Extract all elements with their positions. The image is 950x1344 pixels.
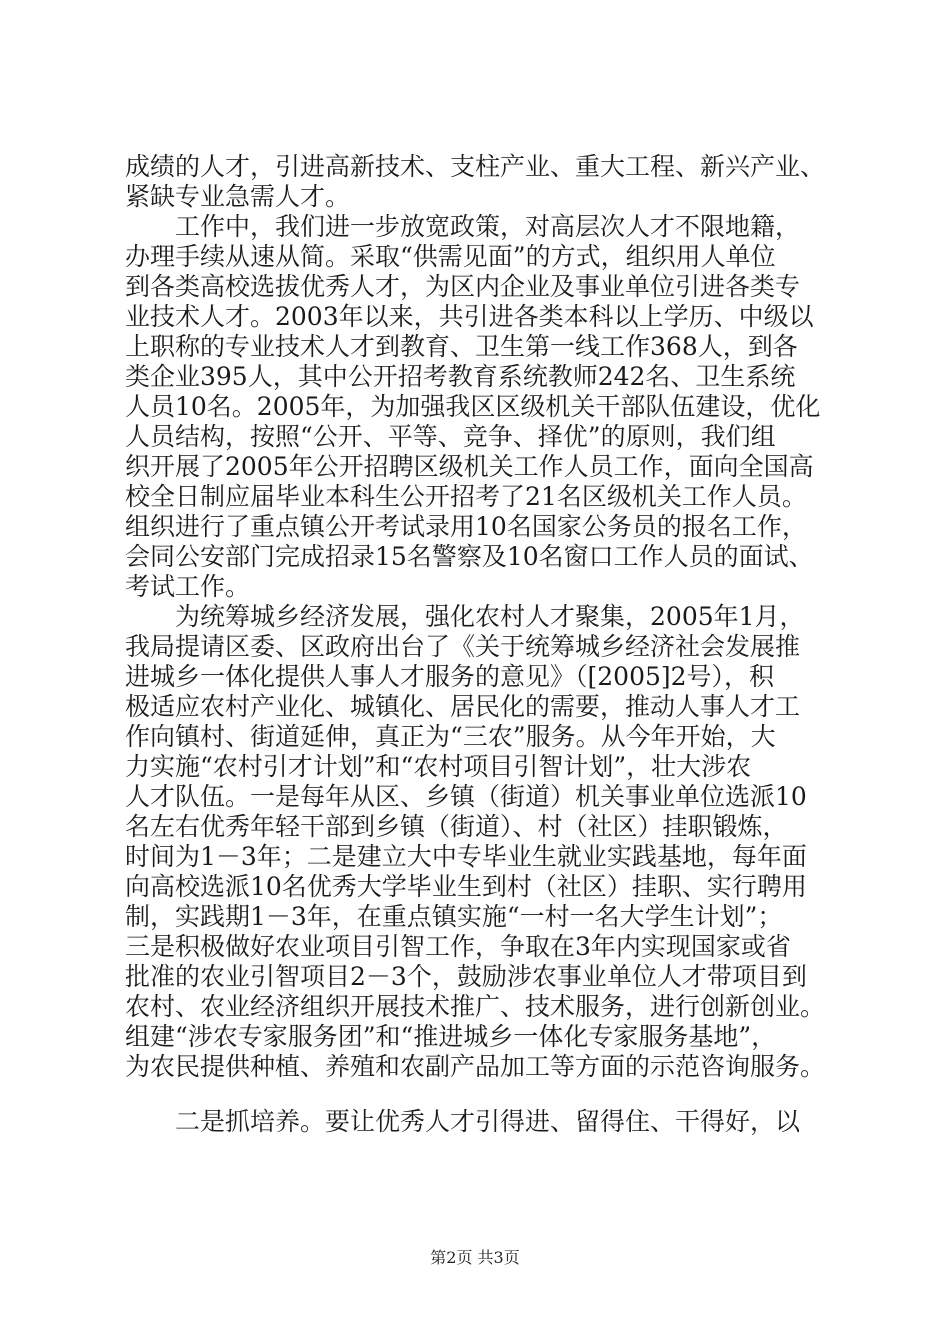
text-line: 办理手续从速从简。采取“供需见面”的方式，组织用人单位 xyxy=(125,242,776,271)
text-line: 业技术人才。2003年以来，共引进各类本科以上学历、中级以 xyxy=(125,302,814,331)
text-line: 组织进行了重点镇公开考试录用10名国家公务员的报名工作， xyxy=(125,512,807,541)
text-line: 批准的农业引智项目2－3个，鼓励涉农事业单位人才带项目到 xyxy=(125,962,807,991)
text-line: 织开展了2005年公开招聘区级机关工作人员工作，面向全国高 xyxy=(125,452,814,481)
text-line: 进城乡一体化提供人事人才服务的意见》（[2005]2号），积 xyxy=(125,662,775,691)
text-line: 校全日制应届毕业本科生公开招考了21名区级机关工作人员。 xyxy=(125,482,807,511)
text-line: 时间为1－3年；二是建立大中专毕业生就业实践基地，每年面 xyxy=(125,842,807,871)
text-line: 向高校选派10名优秀大学毕业生到村（社区）挂职、实行聘用 xyxy=(125,872,807,901)
text-line: 农村、农业经济组织开展技术推广、技术服务，进行创新创业。 xyxy=(125,992,826,1021)
text-line: 会同公安部门完成招录15名警察及10名窗口工作人员的面试、 xyxy=(125,542,814,571)
text-line: 力实施“农村引才计划”和“农村项目引智计划”，壮大涉农 xyxy=(125,752,752,781)
text-line: 为统筹城乡经济发展，强化农村人才聚集，2005年1月， xyxy=(125,602,805,631)
text-line: 紧缺专业急需人才。 xyxy=(125,182,351,211)
text-line: 人才队伍。一是每年从区、乡镇（街道）机关事业单位选派10 xyxy=(125,782,807,811)
text-line: 制，实践期1－3年，在重点镇实施“一村一名大学生计划”； xyxy=(125,902,783,931)
text-line: 名左右优秀年轻干部到乡镇（街道）、村（社区）挂职锻炼， xyxy=(125,812,788,841)
text-line: 成绩的人才，引进高新技术、支柱产业、重大工程、新兴产业、 xyxy=(125,152,826,181)
text-line: 工作中，我们进一步放宽政策，对高层次人才不限地籍， xyxy=(125,212,801,241)
text-line: 二是抓培养。要让优秀人才引得进、留得住、干得好，以 xyxy=(125,1107,801,1136)
text-line: 人员10名。2005年，为加强我区区级机关干部队伍建设，优化 xyxy=(125,392,821,421)
text-line: 类企业395人，其中公开招考教育系统教师242名、卫生系统 xyxy=(125,362,796,391)
text-line: 三是积极做好农业项目引智工作，争取在3年内实现国家或省 xyxy=(125,932,791,961)
text-line: 上职称的专业技术人才到教育、卫生第一线工作368人，到各 xyxy=(125,332,798,361)
text-line: 人员结构，按照“公开、平等、竞争、择优”的原则，我们组 xyxy=(125,422,776,451)
text-line: 到各类高校选拔优秀人才，为区内企业及事业单位引进各类专 xyxy=(125,272,801,301)
page-footer: 第2页 共3页 xyxy=(430,1248,520,1267)
text-line: 为农民提供种植、养殖和农副产品加工等方面的示范咨询服务。 xyxy=(125,1052,826,1081)
text-line: 作向镇村、街道延伸，真正为“三农”服务。从今年开始，大 xyxy=(125,722,776,751)
text-line: 我局提请区委、区政府出台了《关于统筹城乡经济社会发展推 xyxy=(125,632,801,661)
text-line: 考试工作。 xyxy=(125,572,251,601)
text-line: 极适应农村产业化、城镇化、居民化的需要，推动人事人才工 xyxy=(125,692,801,721)
text-line: 组建“涉农专家服务团”和“推进城乡一体化专家服务基地”， xyxy=(125,1022,777,1051)
